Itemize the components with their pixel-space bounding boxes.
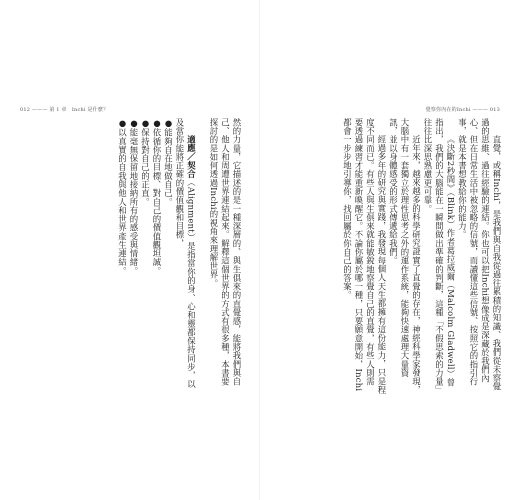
body-paragraph: 近年來，越來越多的科學研究證實了直覺的存在，神經科學家發現，大腦中有一套獨立於理性思考之外的運作系統，能夠快速處理大量資訊，並以身體感受的形式傳遞給我們。	[388, 118, 422, 394]
list-item	[139, 118, 151, 394]
right-running-header: 覺察你內在的Inchi ——— 013	[425, 107, 500, 113]
bullet-icon: ●	[117, 118, 128, 129]
list-item	[151, 118, 163, 394]
bullet-list	[116, 118, 174, 394]
right-page	[260, 0, 520, 500]
body-paragraph: 然的力量，它描述的是一種深層的、與生俱來的直覺感，能將我們與自己、他人和周遭世界連結起來。解釋這個世界的方式有很多種，本書要探討的是如何透過Inchi的視角來理解世界。	[209, 118, 242, 386]
body-paragraph: 直覺，或稱Inchi，是我們與自我從過往累積的知識、我們從未察覺過的思維、過往經驗的連結。你也可以把Inchi想像成是深藏於我們內心、但在日常生活中被忽略的信號，而讀懂這些信號、按照它的指引行事，就是本書想教給你的能力。	[457, 118, 502, 391]
list-item-text: 以真實的自我與他人和世界產生連結。	[117, 128, 128, 276]
bullet-icon: ●	[152, 118, 162, 129]
list-item-text: 能毫無保留地接納所有的感受與情緒。	[129, 128, 139, 276]
left-page-text	[60, 118, 242, 394]
list-item	[162, 118, 174, 394]
bullet-icon: ●	[163, 118, 174, 129]
list-item-text: 保持對自己的正直。	[140, 128, 151, 207]
list-item	[128, 118, 140, 394]
list-item	[116, 118, 128, 394]
body-paragraph: 《決斷2秒間》（Blink）作者葛拉威爾（Malcolm Gladwell）曾指出，我們的大腦能在一瞬間做出準確的判斷，這種「不假思索的力量」往往比深思熟慮更可靠。	[423, 118, 456, 391]
list-item-text: 依循你的目標、對自己的價值觀坦誠。	[152, 128, 162, 276]
bullet-icon: ●	[140, 118, 151, 129]
left-running-header: 012 ——— 第 1 章 Inchi 是什麼？	[20, 107, 109, 113]
term-gloss: （Alignment）是指當你的身、心和靈都保持同步，以及當你能將正確的價值觀和目標，	[175, 118, 197, 389]
right-page-text	[286, 118, 502, 394]
term-name: 適應／契合	[186, 134, 197, 178]
term-definition	[174, 118, 197, 394]
list-item-text: 能夠自在地做自己。	[163, 128, 174, 207]
body-paragraph: 經過多年的研究與實踐，我發現每個人天生都擁有這份能力，只是程度不同而已。有些人與生俱來就能敏銳地察覺自己的直覺，有些人則需要透過練習才能重新喚醒它。不論你屬於哪一種，只要願意開始，Inchi都會一步步地引導你，找回屬於你自己的答案。	[342, 118, 387, 394]
bullet-icon: ●	[129, 118, 139, 129]
